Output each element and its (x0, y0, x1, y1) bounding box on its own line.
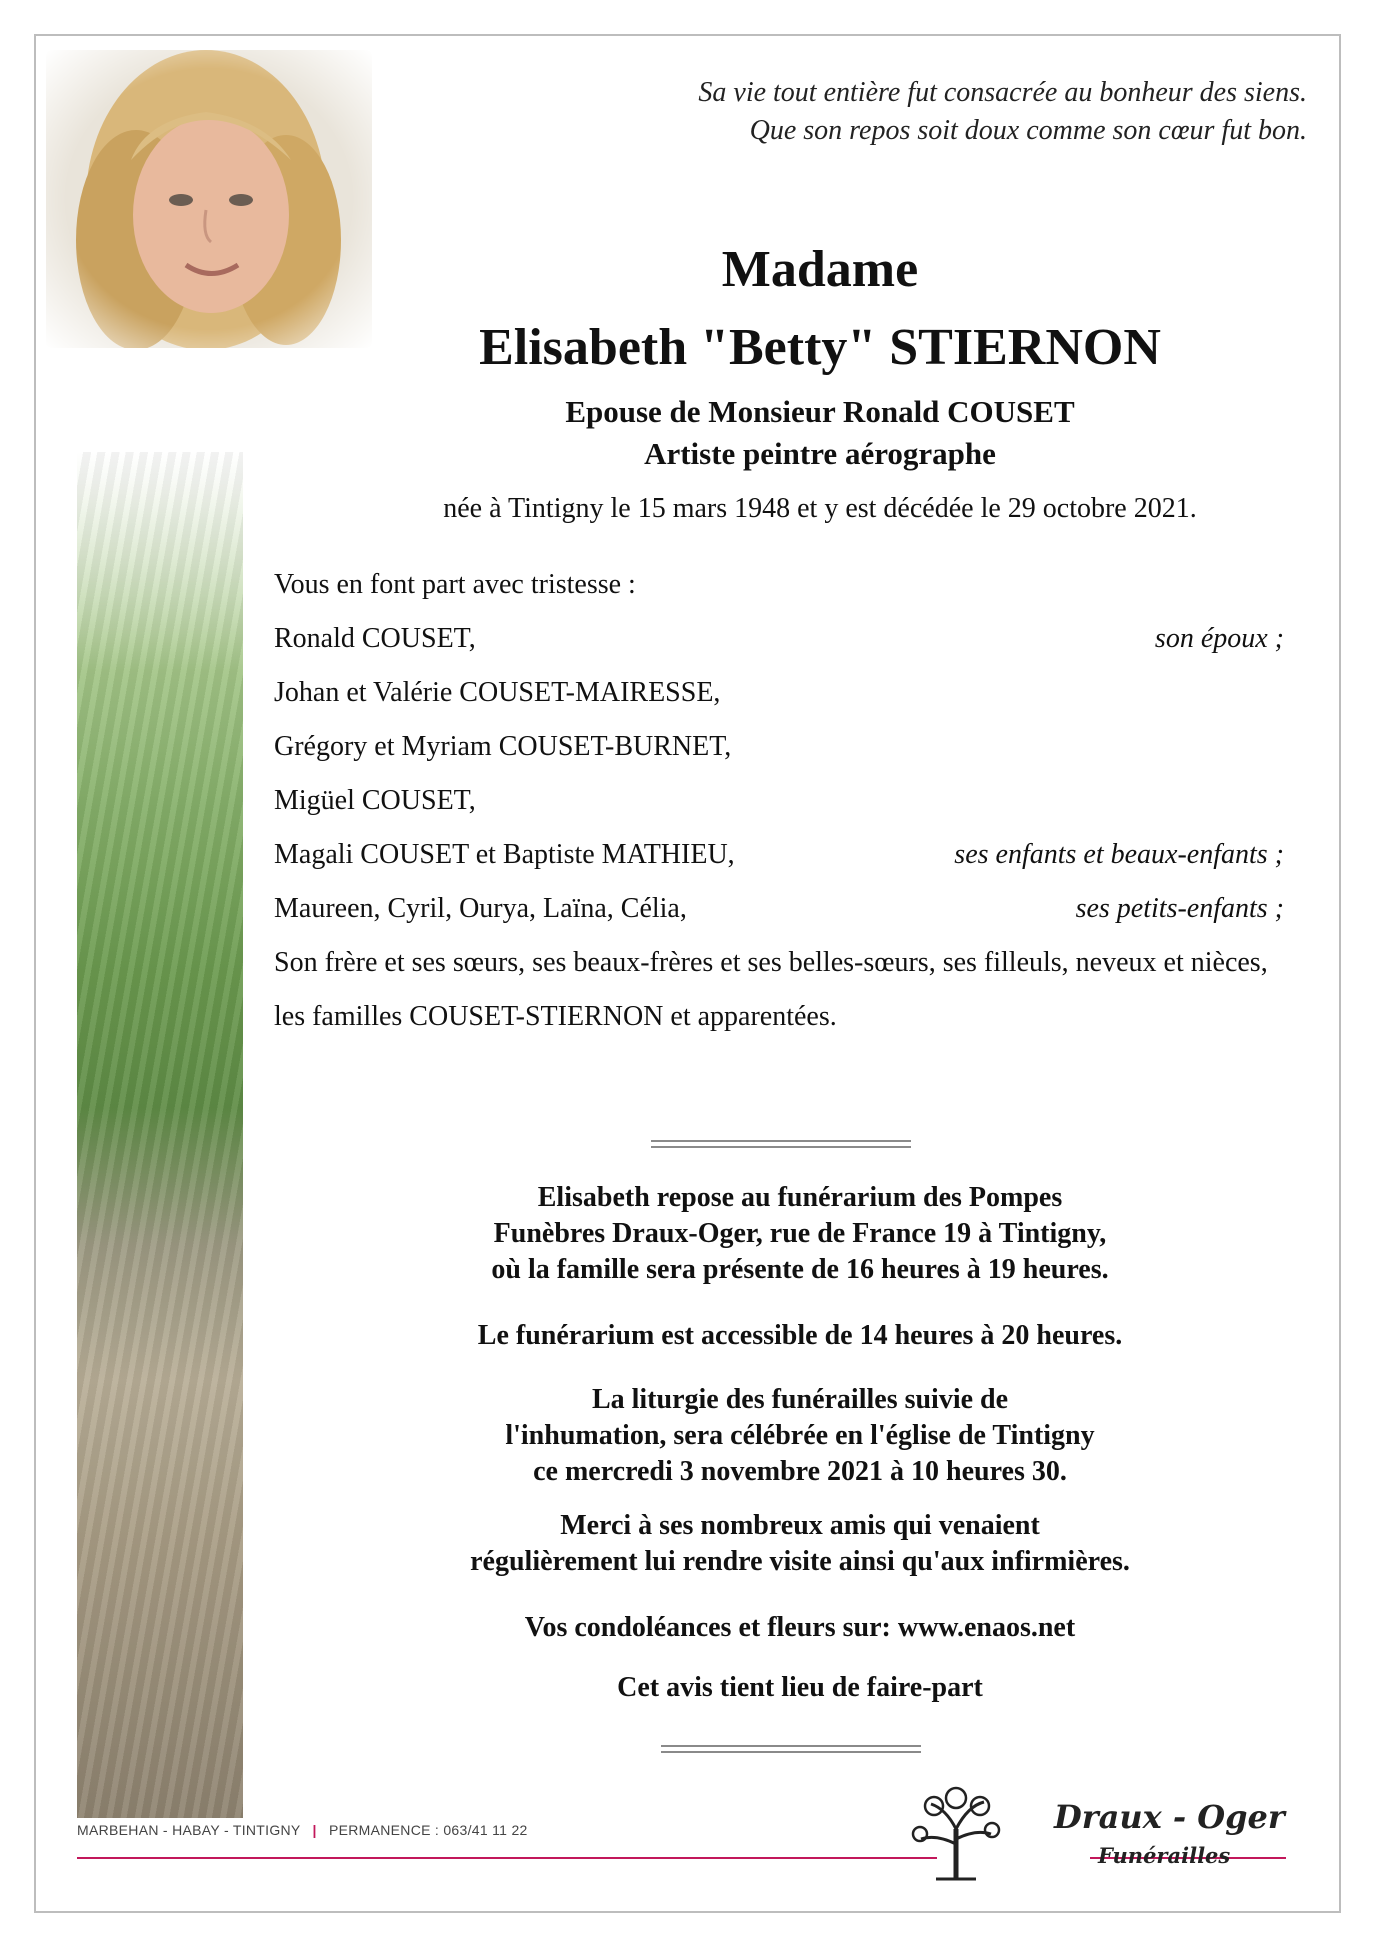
epitaph-quote (507, 74, 1307, 150)
thanks-info (360, 1508, 1240, 1580)
extended-family: Son frère et ses sœurs, ses beaux-frères et ses belles-sœurs, ses filleuls, neveux et nièces, (274, 947, 1268, 978)
deceased-name: Elisabeth "Betty" STIERNON (479, 319, 1161, 376)
family-row (274, 720, 1284, 774)
family-intro (274, 558, 1284, 612)
portrait-illustration (46, 50, 372, 348)
thanks-line-1: Merci à ses nombreux amis qui venaient (560, 1510, 1040, 1541)
family-relation: son époux ; (1154, 623, 1284, 654)
footer-permanence: PERMANENCE : 063/41 11 22 (328, 1822, 528, 1838)
family-row (274, 828, 1284, 882)
notice-line: Cet avis tient lieu de faire-part (617, 1672, 983, 1703)
liturgy-line-3: ce mercredi 3 novembre 2021 à 10 heures 30. (533, 1456, 1067, 1487)
tree-logo-icon (906, 1784, 1006, 1884)
divider-bottom (661, 1745, 921, 1753)
family-intro-text: Vous en font part avec tristesse : (274, 569, 636, 600)
rest-line-2: Funèbres Draux-Oger, rue de France 19 à Tintigny, (493, 1218, 1107, 1249)
liturgy-line-2: l'inhumation, sera célébrée en l'église de Tintigny (505, 1420, 1095, 1451)
family-relation: ses enfants et beaux-enfants ; (954, 839, 1284, 870)
family-row (274, 666, 1284, 720)
footer-separator: | (312, 1822, 317, 1838)
family-row (274, 774, 1284, 828)
family-relation: ses petits-enfants ; (1075, 893, 1284, 924)
family-member: Johan et Valérie COUSET-MAIRESSE, (274, 677, 721, 708)
family-member: Migüel COUSET, (274, 785, 476, 816)
quote-line-2: Que son repos soit doux comme son cœur fut bon. (749, 115, 1307, 146)
thanks-line-2: régulièrement lui rendre visite ainsi qu'aux infirmières. (470, 1546, 1130, 1577)
family-member: Grégory et Myriam COUSET-BURNET, (274, 731, 732, 762)
portrait-photo (46, 50, 372, 348)
footer-contact (77, 1822, 528, 1838)
quote-line-1: Sa vie tout entière fut consacrée au bonheur des siens. (698, 77, 1307, 108)
family-row (274, 612, 1284, 666)
family-member: Maureen, Cyril, Ourya, Laïna, Célia, (274, 893, 687, 924)
birth-death-line: née à Tintigny le 15 mars 1948 et y est décédée le 29 octobre 2021. (443, 493, 1197, 524)
rest-info (360, 1180, 1240, 1288)
brand-logo-name: Draux - Oger (1054, 1798, 1285, 1836)
honorific-title: Madame (721, 241, 919, 298)
family-list (274, 558, 1284, 1044)
forest-path-decoration (77, 452, 243, 1818)
divider-top (651, 1140, 911, 1148)
footer-accent-line (77, 1857, 937, 1859)
liturgy-line-1: La liturgie des funérailles suivie de (591, 1384, 1009, 1415)
profession-line: Artiste peintre aérographe (644, 436, 996, 471)
rest-line-3: où la famille sera présente de 16 heures à 19 heures. (491, 1254, 1109, 1285)
footer-locations: MARBEHAN - HABAY - TINTIGNY (77, 1822, 301, 1838)
condolences-line: Vos condoléances et fleurs sur: www.enaos.net (524, 1612, 1076, 1643)
access-info: Le funérarium est accessible de 14 heures à 20 heures. (477, 1320, 1123, 1351)
family-member: Magali COUSET et Baptiste MATHIEU, (274, 839, 735, 870)
brand-logo-subtitle: Funérailles (1098, 1843, 1231, 1868)
spouse-line: Epouse de Monsieur Ronald COUSET (565, 394, 1075, 429)
liturgy-info (360, 1382, 1240, 1490)
rest-line-1: Elisabeth repose au funérarium des Pompes (537, 1182, 1063, 1213)
related-families: les familles COUSET-STIERNON et apparentées. (274, 1001, 837, 1032)
family-member: Ronald COUSET, (274, 623, 476, 654)
family-row (274, 882, 1284, 936)
